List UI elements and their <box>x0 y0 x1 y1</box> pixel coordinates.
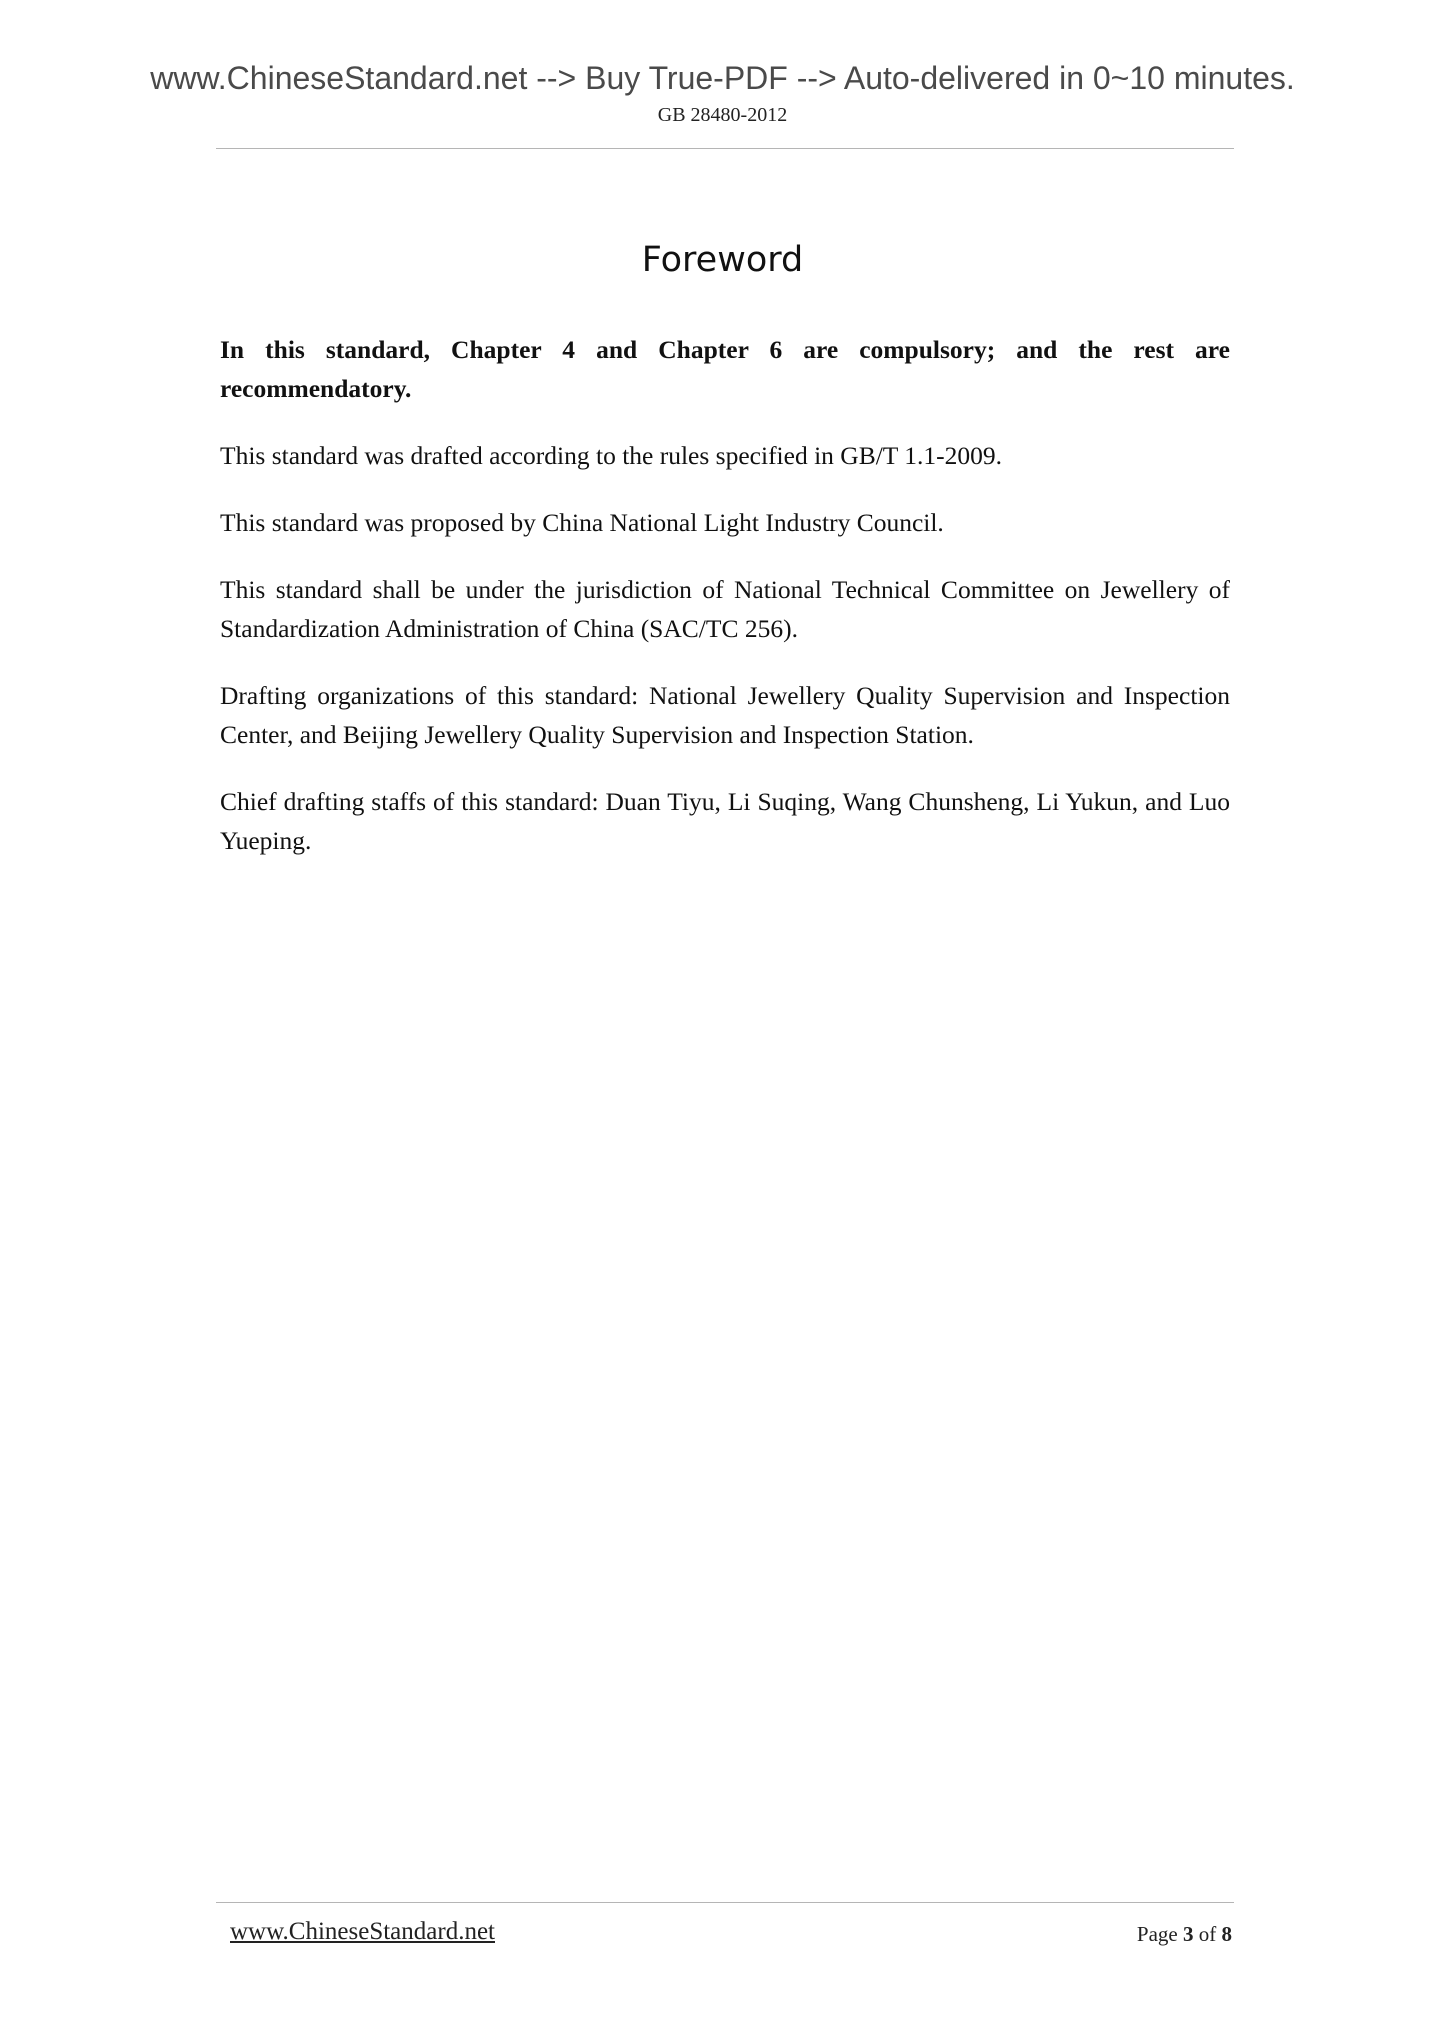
header-divider <box>216 148 1234 149</box>
paragraph-drafting-organizations: Drafting organizations of this standard: National Jewellery Quality Supervision and Inspection Center, and Beijing Jewellery Quality Supervision and Inspection Station. <box>220 681 1230 749</box>
paragraph-compulsory-note: In this standard, Chapter 4 and Chapter 6 are compulsory; and the rest are recommendatory. <box>220 335 1230 403</box>
footer-website-link[interactable]: www.ChineseStandard.net <box>230 1918 495 1945</box>
document-body <box>220 330 1230 888</box>
footer-divider <box>216 1902 1234 1903</box>
paragraph-drafting-staff: Chief drafting staffs of this standard: Duan Tiyu, Li Suqing, Wang Chunsheng, Li Yukun, and Luo Yueping. <box>220 787 1230 855</box>
header-banner: www.ChineseStandard.net --> Buy True-PDF --> Auto-delivered in 0~10 minutes. <box>150 60 1295 96</box>
page-number <box>1137 1922 1232 1947</box>
paragraph-proposer: This standard was proposed by China National Light Industry Council. <box>220 508 944 537</box>
page-word: Page <box>1136 1922 1178 1946</box>
paragraph-drafting-rules: This standard was drafted according to the rules specified in GB/T 1.1-2009. <box>220 441 1003 470</box>
page-total: 8 <box>1221 1922 1232 1946</box>
page-title: Foreword <box>641 240 804 280</box>
page-of-word: of <box>1198 1922 1217 1946</box>
paragraph-jurisdiction: This standard shall be under the jurisdiction of National Technical Committee on Jewellery of Standardization Administration of China (SAC/TC 256). <box>220 575 1230 643</box>
standard-code: GB 28480-2012 <box>657 104 788 126</box>
page-current: 3 <box>1183 1922 1194 1946</box>
